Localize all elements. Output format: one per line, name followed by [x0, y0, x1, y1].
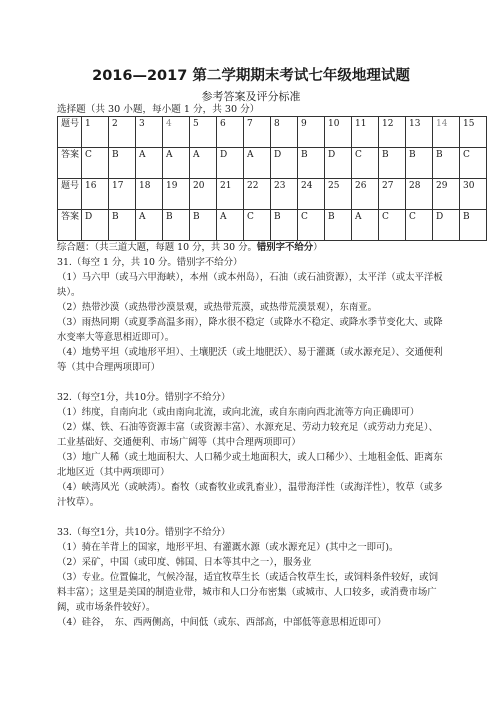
- question-number-cell: 1: [82, 117, 109, 148]
- answer-cell: B: [433, 148, 460, 179]
- answer-cell: A: [136, 210, 163, 241]
- answer-cell: B: [163, 210, 190, 241]
- answer-header: 答案: [58, 148, 82, 179]
- answer-cell: A: [190, 148, 217, 179]
- answer-cell: C: [352, 148, 379, 179]
- q31-answer-2: （2）热带沙漠（或热带沙漠景观，或热带荒漠，或热带荒漠景观），东南亚。: [57, 302, 378, 313]
- q32-heading: 32.（每空1分，共10分。错别字不给分）: [57, 392, 231, 403]
- question-number-cell: 8: [271, 117, 298, 148]
- question-number-cell: 18: [136, 179, 163, 210]
- spacer: [57, 510, 445, 525]
- q33-answer-4: （4）硅谷， 东、西两侧高，中间低（或东、西部高，中部低等意思相近即可）: [57, 617, 387, 628]
- answer-row: [58, 210, 487, 241]
- question-number-cell: 4: [163, 117, 190, 148]
- answer-cell: C: [82, 148, 109, 179]
- question-number-cell: 22: [244, 179, 271, 210]
- q33-heading: 33.（每空1分，共10分。错别字不给分）: [57, 527, 231, 538]
- q32-answer-2: （2）煤、铁、石油等资源丰富（或资源丰富）、水源充足、劳动力较充足（或劳动力充足）、工业基础好、交通便利、市场广阔等（其中合理两项即可）: [57, 422, 438, 448]
- answer-cell: B: [460, 210, 487, 241]
- page-title: 2016—2017 第二学期期末考试七年级地理试题: [92, 68, 410, 84]
- question-number-cell: 19: [163, 179, 190, 210]
- answer-cell: C: [406, 210, 433, 241]
- question-number-row: [58, 117, 487, 148]
- answer-cell: B: [298, 148, 325, 179]
- question-number-cell: 2: [109, 117, 136, 148]
- question-number-cell: 15: [460, 117, 487, 148]
- q33-answer-3: （3）专业。位置偏北，气候冷湿，适宜牧草生长（或适合牧草生长，或饲料条件较好，或饲料丰富）；这里是美国的制造业带，城市和人口分布密集（或城市、人口较多，或消费市场广阔，或市场条件较好）。: [57, 572, 438, 613]
- answer-cell: C: [298, 210, 325, 241]
- answer-cell: B: [109, 210, 136, 241]
- question-number-cell: 20: [190, 179, 217, 210]
- answer-cell: D: [433, 210, 460, 241]
- question-number-cell: 27: [379, 179, 406, 210]
- answer-table-body: [58, 117, 487, 241]
- question-number-cell: 28: [406, 179, 433, 210]
- question-number-cell: 11: [352, 117, 379, 148]
- question-number-cell: 30: [460, 179, 487, 210]
- answer-cell: A: [244, 148, 271, 179]
- answer-cell: B: [271, 210, 298, 241]
- answer-cell: D: [217, 148, 244, 179]
- comprehensive-intro-end: ）: [313, 242, 323, 253]
- question-number-cell: 16: [82, 179, 109, 210]
- q33-answer-1: （1）骑在羊背上的国家，地形平坦、有灌溉水源（或水源充足）(其中之一即可)。: [57, 542, 399, 553]
- comprehensive-intro-text: 综合题：（共三道大题，每题 10 分，共 30 分。: [57, 242, 257, 253]
- question-number-cell: 23: [271, 179, 298, 210]
- q31-answer-3: （3）雨热同期（或夏季高温多雨），降水很不稳定（或降水不稳定、或降水季节变化大、或降水变率大等意思相近即可）。: [57, 317, 443, 343]
- question-number-cell: 6: [217, 117, 244, 148]
- question-number-cell: 10: [325, 117, 352, 148]
- question-number-cell: 24: [298, 179, 325, 210]
- page-subtitle: 参考答案及评分标准: [201, 90, 301, 103]
- question-number-cell: 9: [298, 117, 325, 148]
- answer-cell: C: [244, 210, 271, 241]
- answer-row: [58, 148, 487, 179]
- answer-cell: C: [460, 148, 487, 179]
- q32-answer-4: （4）峡湾风光（或峡湾）。畜牧（或畜牧业或乳畜业），温带海洋性（或海洋性），牧草（或多汁牧草）。: [57, 482, 443, 508]
- question-number-cell: 26: [352, 179, 379, 210]
- answer-header: 答案: [58, 210, 82, 241]
- question-number-cell: 17: [109, 179, 136, 210]
- question-number-cell: 14: [433, 117, 460, 148]
- question-number-cell: 25: [325, 179, 352, 210]
- q32-answer-1: （1）纬度，自南向北（或由南向北流，或向北流，或自东南向西北流等方向正确即可）: [57, 407, 420, 418]
- answer-cell: D: [271, 148, 298, 179]
- q31-answer-4: （4）地势平坦（或地形平坦）、土壤肥沃（或土地肥沃）、易于灌溉（或水源充足）、交通便利等（其中合理两项即可）: [57, 347, 443, 373]
- answer-cell: C: [379, 210, 406, 241]
- answer-table: [57, 116, 487, 241]
- spacer: [57, 375, 445, 390]
- question-number-cell: 21: [217, 179, 244, 210]
- q32-answer-3: （3）地广人稀（或土地面积大、人口稀少或土地面积大，或人口稀少）、土地租金低、距离东北地区近（其中两项即可）: [57, 452, 443, 478]
- comprehensive-section: [57, 240, 445, 630]
- question-number-cell: 5: [190, 117, 217, 148]
- question-number-header: 题号: [58, 117, 82, 148]
- answer-cell: D: [325, 148, 352, 179]
- question-number-header: 题号: [58, 179, 82, 210]
- question-number-cell: 29: [433, 179, 460, 210]
- answer-cell: A: [136, 148, 163, 179]
- q31-answer-1: （1）马六甲（或马六甲海峡），本州（或本州岛），石油（或石油资源），太平洋（或太平洋板块）。: [57, 272, 443, 298]
- answer-cell: B: [325, 210, 352, 241]
- answer-cell: A: [217, 210, 244, 241]
- answer-cell: D: [82, 210, 109, 241]
- answer-cell: B: [109, 148, 136, 179]
- comprehensive-intro-bold: 错别字不给分: [256, 242, 314, 253]
- comprehensive-intro: [57, 240, 445, 255]
- question-number-cell: 3: [136, 117, 163, 148]
- question-number-row: [58, 179, 487, 210]
- answer-cell: B: [379, 148, 406, 179]
- answer-cell: A: [352, 210, 379, 241]
- answer-cell: A: [163, 148, 190, 179]
- answer-cell: B: [406, 148, 433, 179]
- q31-heading: 31.（每空 1 分，共 10 分。错别字不给分）: [57, 257, 243, 268]
- answer-cell: B: [190, 210, 217, 241]
- q33-answer-2: （2）采矿，中国（或印度、韩国、日本等其中之一），服务业: [57, 557, 312, 568]
- question-number-cell: 12: [379, 117, 406, 148]
- choice-section-intro: 选择题（共 30 小题，每小题 1 分，共 30 分）: [57, 104, 260, 115]
- question-number-cell: 7: [244, 117, 271, 148]
- question-number-cell: 13: [406, 117, 433, 148]
